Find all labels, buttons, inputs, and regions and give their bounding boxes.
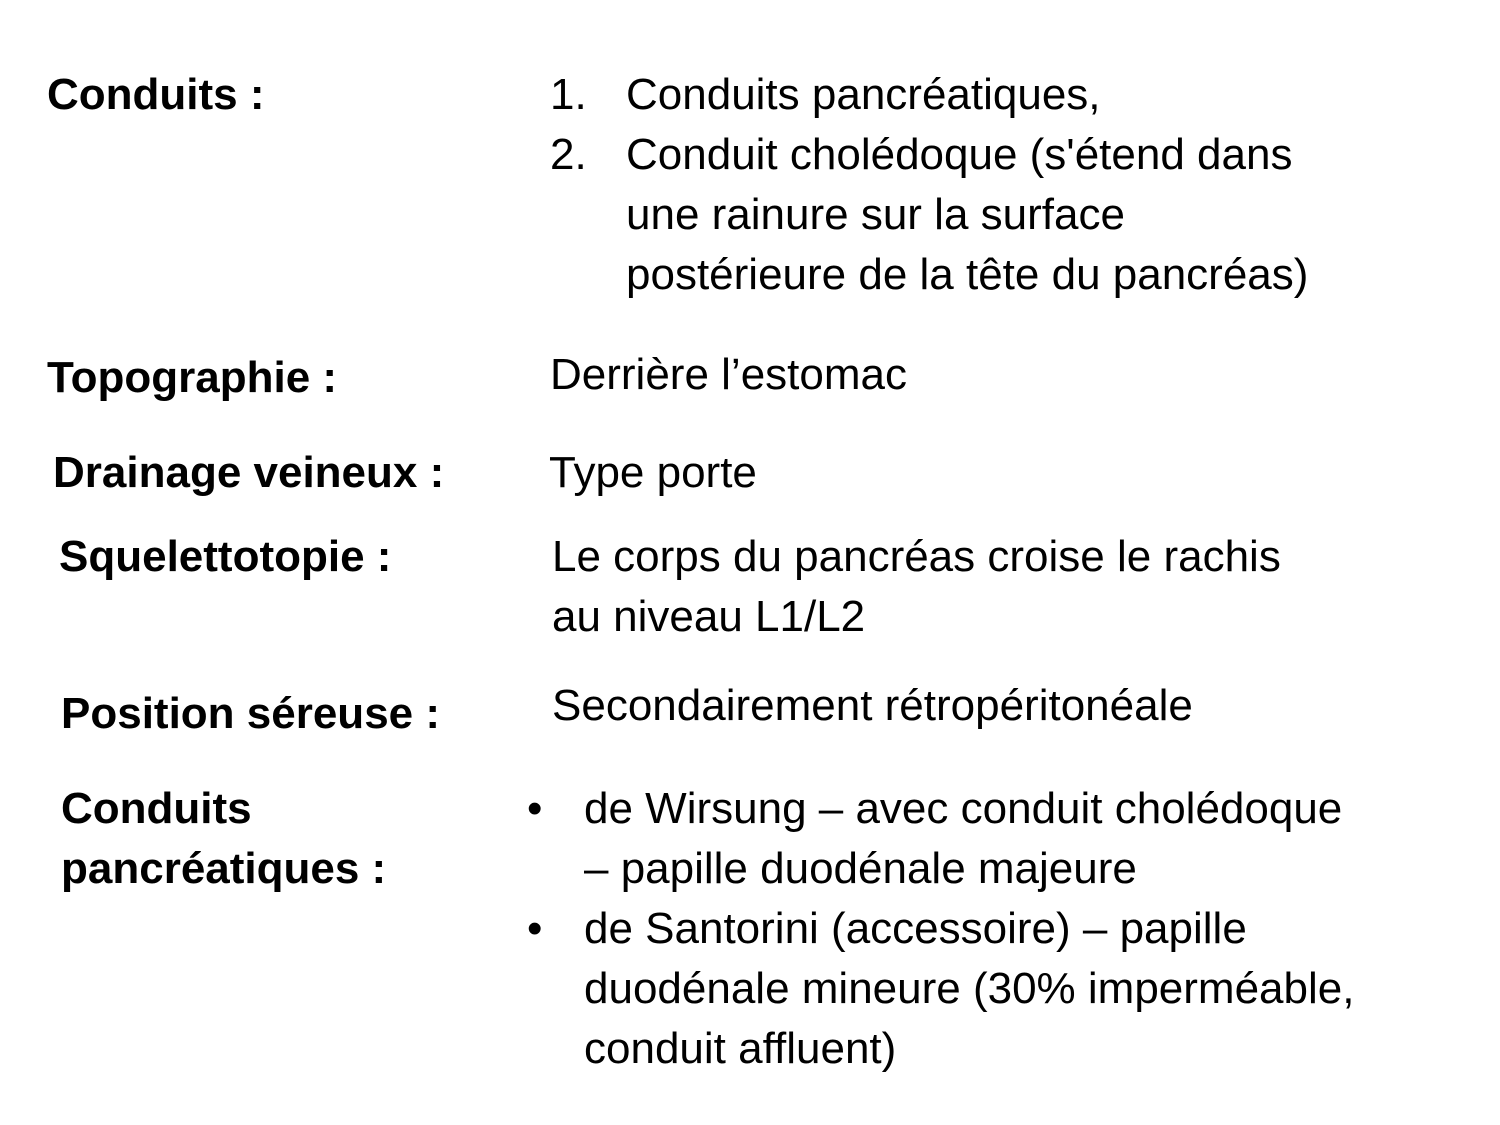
wirsung-line-2: – papille duodénale majeure	[584, 844, 1137, 893]
topographie-value: Derrière l’estomac	[550, 350, 907, 399]
position-label: Position séreuse :	[61, 689, 441, 738]
conduits-pancreatiques-label-line-2: pancréatiques :	[61, 844, 387, 893]
squelettotopie-line-2: au niveau L1/L2	[552, 592, 866, 641]
santorini-line-3: conduit affluent)	[584, 1024, 897, 1073]
conduits-item-1: Conduits pancréatiques,	[626, 70, 1101, 119]
conduits-label: Conduits :	[47, 70, 265, 119]
drainage-value: Type porte	[549, 448, 757, 497]
conduits-item-2-line-3: postérieure de la tête du pancréas)	[626, 250, 1309, 299]
santorini-line-2: duodénale mineure (30% imperméable,	[584, 964, 1355, 1013]
drainage-label: Drainage veineux :	[53, 448, 445, 497]
position-value: Secondairement rétropéritonéale	[552, 681, 1193, 730]
conduits-item-2-line-1: Conduit cholédoque (s'étend dans	[626, 130, 1293, 179]
squelettotopie-line-1: Le corps du pancréas croise le rachis	[552, 532, 1281, 581]
conduits-pancreatiques-label-line-1: Conduits	[61, 784, 252, 833]
santorini-line-1: de Santorini (accessoire) – papille	[584, 904, 1247, 953]
conduits-item-2-line-2: une rainure sur la surface	[626, 190, 1125, 239]
wirsung-line-1: de Wirsung – avec conduit cholédoque	[584, 784, 1343, 833]
list-marker-2: 2.	[550, 130, 587, 179]
squelettotopie-label: Squelettotopie :	[59, 532, 392, 581]
topographie-label: Topographie :	[47, 353, 338, 402]
bullet-2: •	[527, 904, 543, 953]
list-marker-1: 1.	[550, 70, 587, 119]
bullet-1: •	[527, 784, 543, 833]
